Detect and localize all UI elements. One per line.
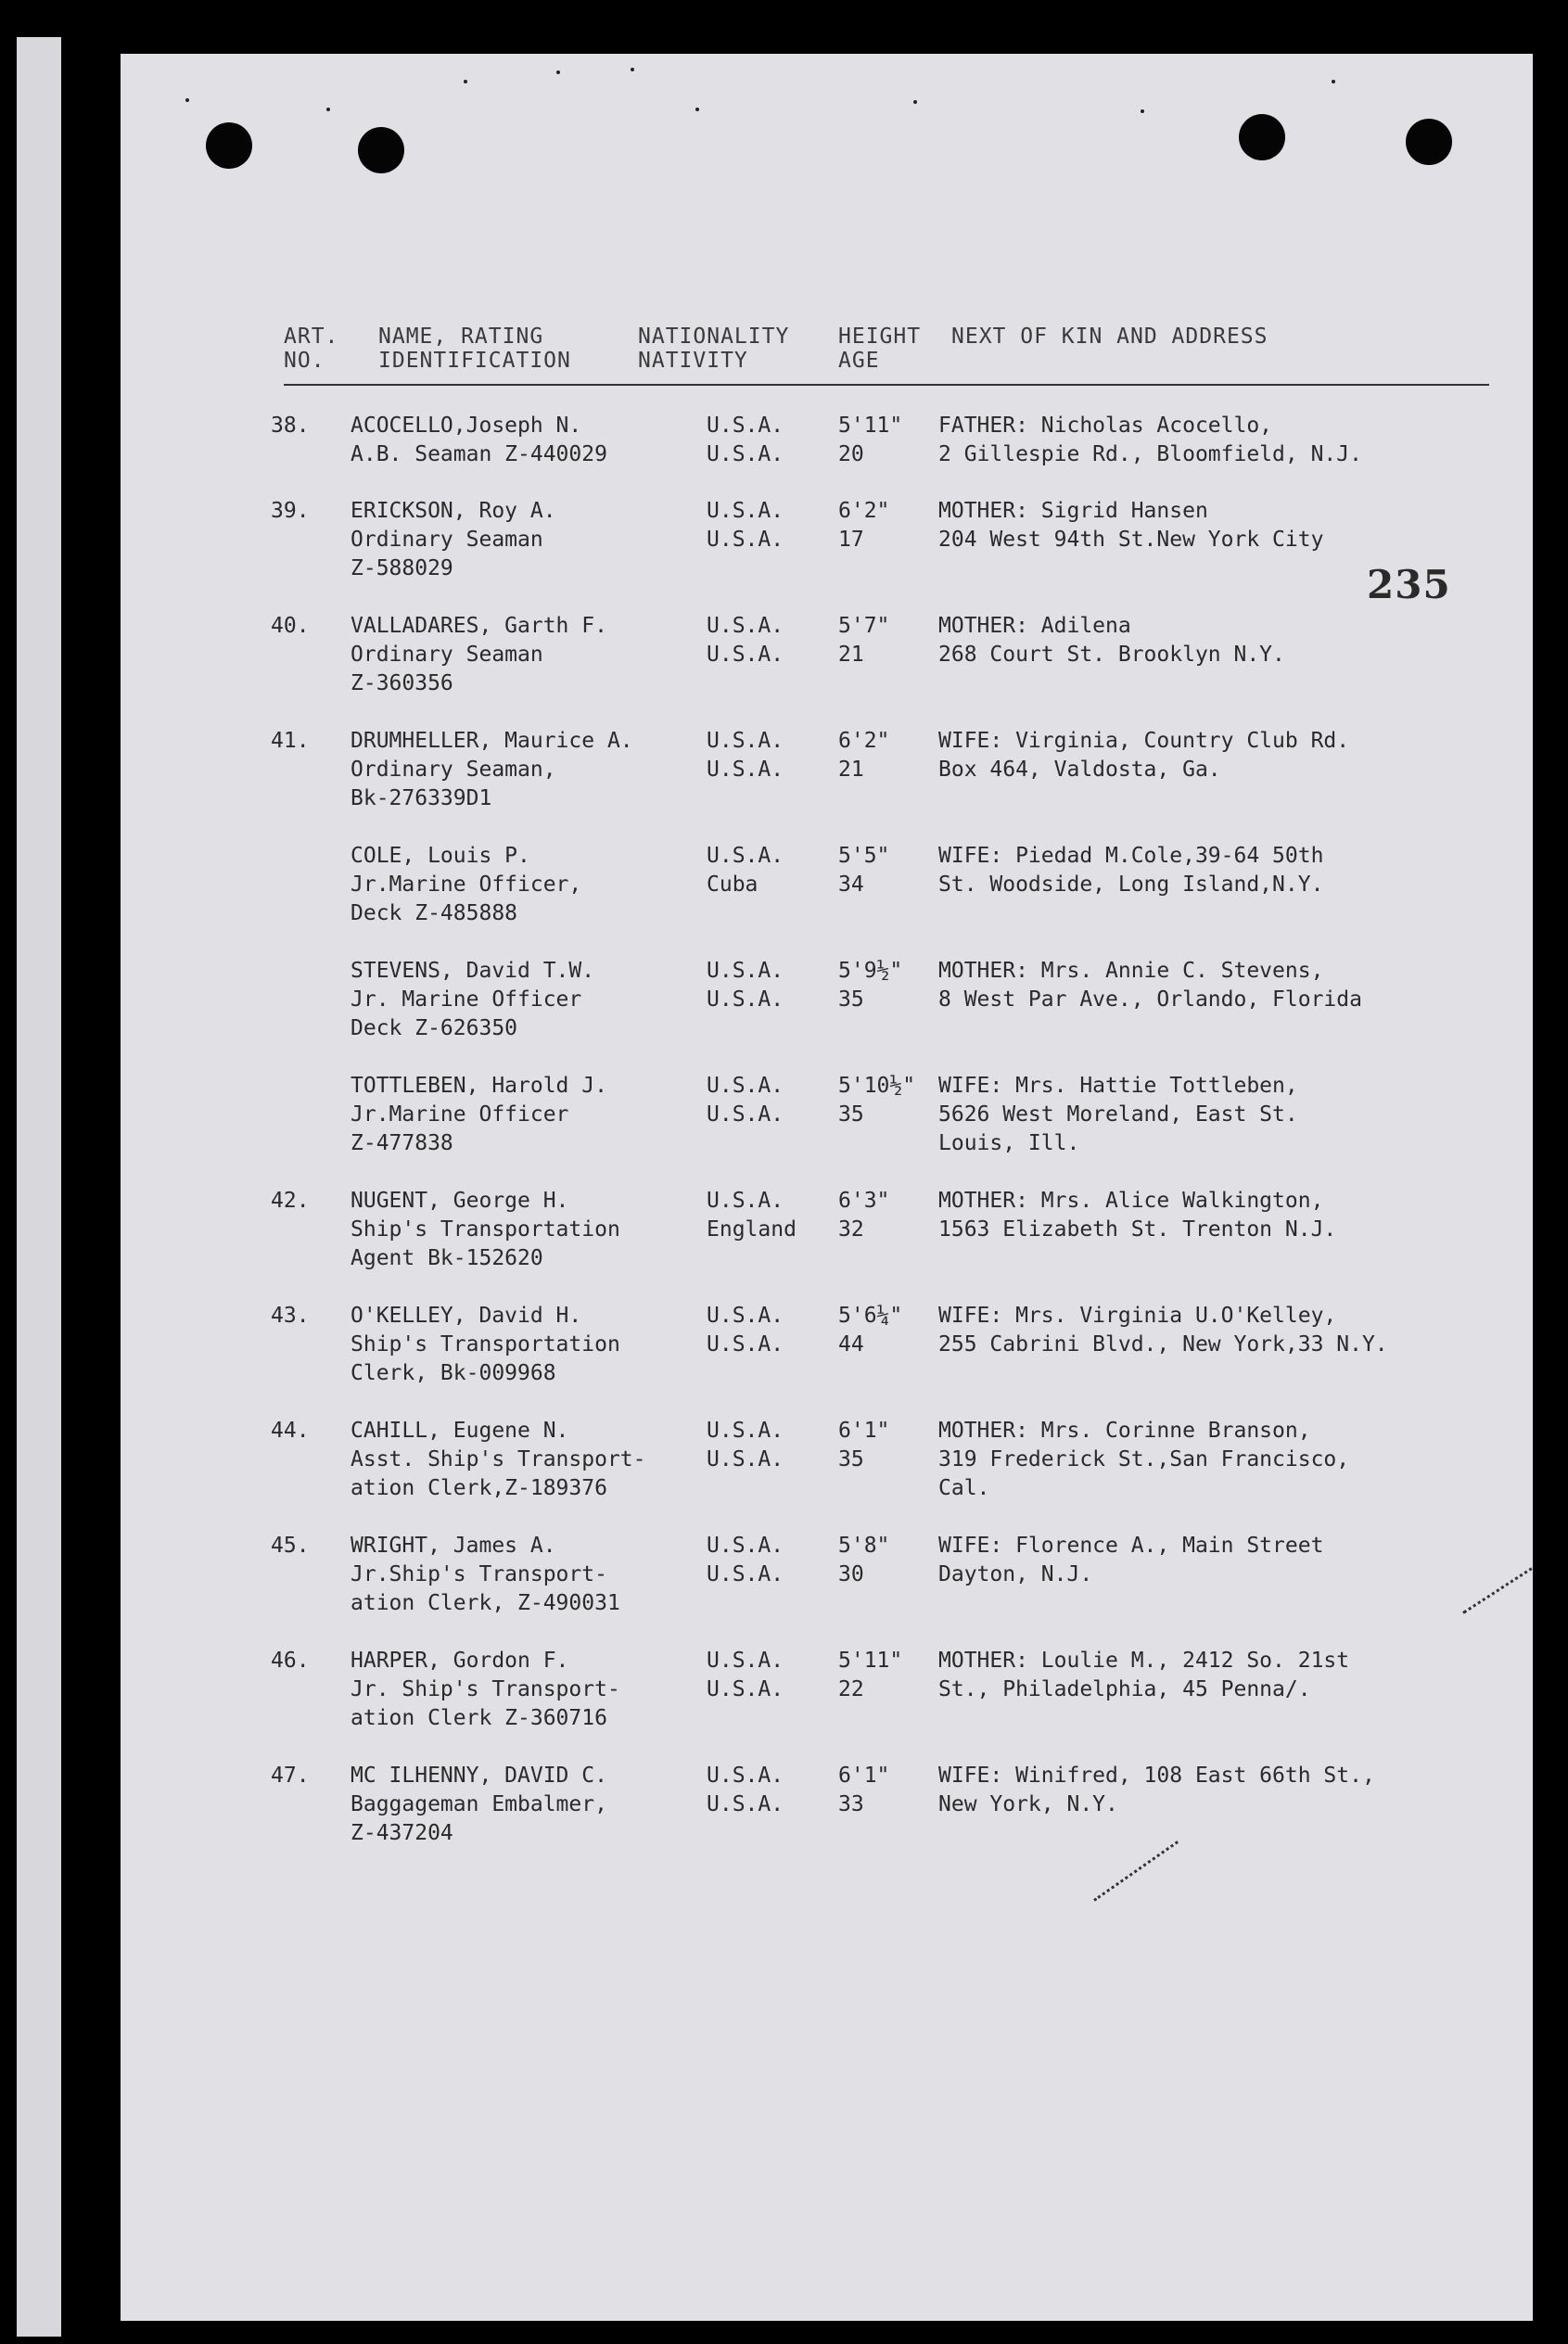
entry-name-line: ACOCELLO,Joseph N. [351, 414, 582, 438]
entry-height-age [838, 1762, 927, 1819]
entry-nationality [707, 1302, 818, 1359]
entry-height-age-line: 35 [838, 987, 864, 1012]
speck [913, 100, 917, 104]
entry-height-age [838, 1302, 927, 1359]
entry-nationality-line: U.S.A. [707, 1792, 784, 1816]
entry-name-line: Deck Z-626350 [351, 1016, 518, 1040]
entry-nationality-line: U.S.A. [707, 1074, 784, 1098]
entry-next-of-kin [938, 412, 1513, 469]
entry-name-line: Ordinary Seaman [351, 528, 543, 552]
entry-name-line: Jr. Ship's Transport- [351, 1677, 620, 1701]
speck [1332, 80, 1335, 83]
entry-height-age-line: 35 [838, 1447, 864, 1471]
entry-number: 47. [271, 1764, 310, 1788]
entry-number: 41. [271, 729, 310, 753]
entry-height-age-line: 21 [838, 758, 864, 782]
speck [631, 68, 634, 71]
entry-nationality-line: U.S.A. [707, 1534, 784, 1558]
entry-nationality-line: U.S.A. [707, 528, 784, 552]
entry-next-of-kin-line: WIFE: Florence A., Main Street [938, 1534, 1324, 1558]
entry-next-of-kin [938, 1417, 1513, 1503]
entry-next-of-kin [938, 1532, 1513, 1589]
entry-nationality [707, 497, 818, 554]
entry-name-line: NUGENT, George H. [351, 1189, 569, 1213]
entry-name-line: STEVENS, David T.W. [351, 959, 595, 983]
entry-next-of-kin-line: MOTHER: Mrs. Alice Walkington, [938, 1189, 1324, 1213]
entry-height-age [838, 1187, 927, 1244]
entry-height-age-line: 5'11" [838, 1649, 903, 1673]
entry-nationality [707, 1762, 818, 1819]
speck [185, 98, 189, 102]
entry-nationality-line: U.S.A. [707, 729, 784, 753]
entry-next-of-kin [938, 1302, 1513, 1359]
speck [556, 70, 560, 74]
entry-nationality-line: U.S.A. [707, 987, 784, 1012]
entry-name-line: Deck Z-485888 [351, 901, 518, 925]
entry-name [351, 727, 694, 813]
entry-next-of-kin-line: 268 Court St. Brooklyn N.Y. [938, 643, 1285, 667]
entry-height-age [838, 612, 927, 669]
entry-name-line: HARPER, Gordon F. [351, 1649, 569, 1673]
entry-next-of-kin-line: FATHER: Nicholas Acocello, [938, 414, 1273, 438]
entry-name-line: ation Clerk,Z-189376 [351, 1476, 607, 1500]
entry-nationality [707, 1647, 818, 1704]
entry-nationality [707, 842, 818, 899]
entry-number: 44. [271, 1419, 310, 1443]
entry-nationality-line: U.S.A. [707, 758, 784, 782]
entry-number: 38. [271, 414, 310, 438]
entry-number: 43. [271, 1304, 310, 1328]
header-rule [284, 384, 1489, 386]
entry-name-line: CAHILL, Eugene N. [351, 1419, 569, 1443]
entry-name-line: TOTTLEBEN, Harold J. [351, 1074, 607, 1098]
entry-nationality-line: U.S.A. [707, 1649, 784, 1673]
entry-next-of-kin [938, 1072, 1513, 1158]
entry-name-line: ation Clerk Z-360716 [351, 1706, 607, 1730]
entry-name-line: Jr.Ship's Transport- [351, 1562, 607, 1586]
entry-next-of-kin-line: Box 464, Valdosta, Ga. [938, 758, 1221, 782]
entry-height-age [838, 497, 927, 554]
entry-name-line: WRIGHT, James A. [351, 1534, 556, 1558]
entry-next-of-kin [938, 727, 1513, 784]
entry-height-age-line: 44 [838, 1332, 864, 1357]
punch-hole [206, 122, 252, 169]
entry-nationality-line: U.S.A. [707, 1419, 784, 1443]
header-nationality: NATIONALITY NATIVITY [638, 325, 790, 373]
entry-nationality [707, 1532, 818, 1589]
entry-name-line: Jr. Marine Officer [351, 987, 582, 1012]
entry-name-line: ation Clerk, Z-490031 [351, 1591, 620, 1615]
entry-height-age [838, 1532, 927, 1589]
entry-next-of-kin-line: WIFE: Winifred, 108 East 66th St., [938, 1764, 1375, 1788]
entry-name-line: ERICKSON, Roy A. [351, 499, 556, 523]
entry-height-age-line: 33 [838, 1792, 864, 1816]
entry-name-line: Z-437204 [351, 1821, 453, 1845]
entry-name-line: Jr.Marine Officer, [351, 873, 582, 897]
entry-next-of-kin-line: 204 West 94th St.New York City [938, 528, 1324, 552]
entry-height-age-line: 21 [838, 643, 864, 667]
entry-name-line: Clerk, Bk-009968 [351, 1361, 556, 1385]
entry-name-line: MC ILHENNY, DAVID C. [351, 1764, 607, 1788]
entry-height-age [838, 1647, 927, 1704]
entry-next-of-kin-line: 255 Cabrini Blvd., New York,33 N.Y. [938, 1332, 1388, 1357]
entry-name [351, 1762, 694, 1848]
entry-name-line: Z-360356 [351, 671, 453, 695]
entry-number: 45. [271, 1534, 310, 1558]
entry-name-line: O'KELLEY, David H. [351, 1304, 582, 1328]
entry-next-of-kin-line: WIFE: Piedad M.Cole,39-64 50th [938, 844, 1324, 868]
entry-next-of-kin-line: MOTHER: Sigrid Hansen [938, 499, 1208, 523]
entry-name [351, 1647, 694, 1733]
entry-next-of-kin [938, 1647, 1513, 1704]
entry-next-of-kin-line: MOTHER: Mrs. Annie C. Stevens, [938, 959, 1324, 983]
entry-height-age-line: 6'1" [838, 1764, 890, 1788]
entry-name-line: Jr.Marine Officer [351, 1102, 569, 1127]
entry-name [351, 1302, 694, 1388]
entry-number: 39. [271, 499, 310, 523]
entry-name [351, 412, 694, 469]
entry-nationality-line: U.S.A. [707, 643, 784, 667]
entry-height-age-line: 5'9½" [838, 959, 903, 983]
entry-nationality-line: U.S.A. [707, 1677, 784, 1701]
entry-height-age-line: 35 [838, 1102, 864, 1127]
entry-name [351, 1532, 694, 1618]
entry-nationality [707, 412, 818, 469]
punch-hole [1406, 119, 1452, 165]
entry-height-age-line: 5'5" [838, 844, 890, 868]
entry-next-of-kin [938, 1187, 1513, 1244]
entry-next-of-kin-line: Dayton, N.J. [938, 1562, 1093, 1586]
entry-next-of-kin [938, 1762, 1513, 1819]
entry-height-age [838, 1072, 927, 1129]
speck [695, 108, 699, 111]
entry-height-age [838, 842, 927, 899]
entry-nationality-line: U.S.A. [707, 1189, 784, 1213]
entry-next-of-kin-line: 2 Gillespie Rd., Bloomfield, N.J. [938, 442, 1362, 466]
punch-hole [1239, 114, 1285, 160]
entry-nationality-line: U.S.A. [707, 844, 784, 868]
entry-height-age [838, 727, 927, 784]
entry-name-line: Agent Bk-152620 [351, 1246, 543, 1270]
entry-height-age-line: 5'11" [838, 414, 903, 438]
entry-name-line: Z-588029 [351, 556, 453, 580]
entry-next-of-kin [938, 612, 1513, 669]
entry-name-line: COLE, Louis P. [351, 844, 530, 868]
entry-next-of-kin [938, 842, 1513, 899]
entry-next-of-kin [938, 957, 1513, 1014]
entry-name [351, 1072, 694, 1158]
entry-name-line: Ordinary Seaman [351, 643, 543, 667]
entry-nationality [707, 1417, 818, 1474]
entry-next-of-kin-line: 5626 West Moreland, East St. [938, 1102, 1298, 1127]
entry-next-of-kin-line: 319 Frederick St.,San Francisco, [938, 1447, 1350, 1471]
entry-next-of-kin-line: St. Woodside, Long Island,N.Y. [938, 873, 1324, 897]
entry-nationality-line: U.S.A. [707, 1764, 784, 1788]
entry-next-of-kin-line: Cal. [938, 1476, 990, 1500]
entry-next-of-kin-line: 1563 Elizabeth St. Trenton N.J. [938, 1217, 1337, 1242]
entry-height-age-line: 30 [838, 1562, 864, 1586]
entry-name-line: Ship's Transportation [351, 1217, 620, 1242]
entry-height-age-line: 6'3" [838, 1189, 890, 1213]
entry-height-age-line: 5'10½" [838, 1074, 916, 1098]
entry-nationality-line: U.S.A. [707, 959, 784, 983]
entry-name [351, 1417, 694, 1503]
entry-next-of-kin [938, 497, 1513, 554]
entry-nationality-line: U.S.A. [707, 499, 784, 523]
entry-nationality-line: U.S.A. [707, 1332, 784, 1357]
entry-nationality [707, 957, 818, 1014]
entry-height-age-line: 6'2" [838, 499, 890, 523]
entry-nationality [707, 727, 818, 784]
entry-next-of-kin-line: MOTHER: Loulie M., 2412 So. 21st [938, 1649, 1350, 1673]
entry-height-age-line: 5'6¼" [838, 1304, 903, 1328]
entry-next-of-kin-line: WIFE: Virginia, Country Club Rd. [938, 729, 1350, 753]
entry-height-age-line: 17 [838, 528, 864, 552]
document-page [121, 54, 1533, 2321]
entry-height-age-line: 5'8" [838, 1534, 890, 1558]
speck [1141, 109, 1144, 113]
entry-name-line: Baggageman Embalmer, [351, 1792, 607, 1816]
entry-next-of-kin-line: St., Philadelphia, 45 Penna/. [938, 1677, 1311, 1701]
entry-name-line: Bk-276339D1 [351, 786, 492, 810]
entry-name [351, 1187, 694, 1273]
entry-height-age-line: 22 [838, 1677, 864, 1701]
entry-nationality-line: U.S.A. [707, 614, 784, 638]
entry-next-of-kin-line: MOTHER: Mrs. Corinne Branson, [938, 1419, 1311, 1443]
header-name-rating: NAME, RATING IDENTIFICATION [378, 325, 571, 373]
entry-nationality-line: U.S.A. [707, 414, 784, 438]
entry-nationality-line: U.S.A. [707, 442, 784, 466]
entry-height-age [838, 957, 927, 1014]
entry-nationality [707, 612, 818, 669]
entry-nationality-line: England [707, 1217, 797, 1242]
entry-nationality-line: U.S.A. [707, 1447, 784, 1471]
entry-name [351, 612, 694, 698]
punch-hole [358, 127, 404, 173]
entry-next-of-kin-line: WIFE: Mrs. Virginia U.O'Kelley, [938, 1304, 1337, 1328]
entry-name [351, 497, 694, 583]
entry-name-line: Z-477838 [351, 1131, 453, 1155]
speck [326, 108, 330, 111]
entry-nationality [707, 1187, 818, 1244]
entry-height-age-line: 6'2" [838, 729, 890, 753]
page-number: 235 [1367, 562, 1451, 607]
entry-height-age-line: 20 [838, 442, 864, 466]
entry-name-line: Asst. Ship's Transport- [351, 1447, 646, 1471]
entry-nationality-line: U.S.A. [707, 1304, 784, 1328]
header-height-age: HEIGHT AGE [838, 325, 922, 373]
pencil-mark [1093, 1841, 1179, 1902]
entry-next-of-kin-line: Louis, Ill. [938, 1131, 1080, 1155]
entry-height-age-line: 6'1" [838, 1419, 890, 1443]
entry-number: 46. [271, 1649, 310, 1673]
entry-next-of-kin-line: 8 West Par Ave., Orlando, Florida [938, 987, 1362, 1012]
entry-name-line: Ship's Transportation [351, 1332, 620, 1357]
entry-height-age-line: 5'7" [838, 614, 890, 638]
speck [464, 80, 467, 83]
entry-name [351, 957, 694, 1043]
entry-height-age-line: 34 [838, 873, 864, 897]
entry-nationality-line: Cuba [707, 873, 759, 897]
entry-number: 40. [271, 614, 310, 638]
entry-name [351, 842, 694, 928]
entry-name-line: DRUMHELLER, Maurice A. [351, 729, 633, 753]
entry-number: 42. [271, 1189, 310, 1213]
entry-name-line: VALLADARES, Garth F. [351, 614, 607, 638]
entry-next-of-kin-line: WIFE: Mrs. Hattie Tottleben, [938, 1074, 1298, 1098]
entry-next-of-kin-line: New York, N.Y. [938, 1792, 1118, 1816]
entry-height-age-line: 32 [838, 1217, 864, 1242]
header-art-no: ART. NO. [284, 325, 339, 373]
header-next-of-kin: NEXT OF KIN AND ADDRESS [951, 325, 1268, 349]
entry-nationality-line: U.S.A. [707, 1102, 784, 1127]
entry-next-of-kin-line: MOTHER: Adilena [938, 614, 1131, 638]
entry-height-age [838, 1417, 927, 1474]
entry-nationality-line: U.S.A. [707, 1562, 784, 1586]
entry-name-line: A.B. Seaman Z-440029 [351, 442, 607, 466]
entry-name-line: Ordinary Seaman, [351, 758, 556, 782]
entry-nationality [707, 1072, 818, 1129]
background-strip [17, 37, 61, 2337]
entry-height-age [838, 412, 927, 469]
